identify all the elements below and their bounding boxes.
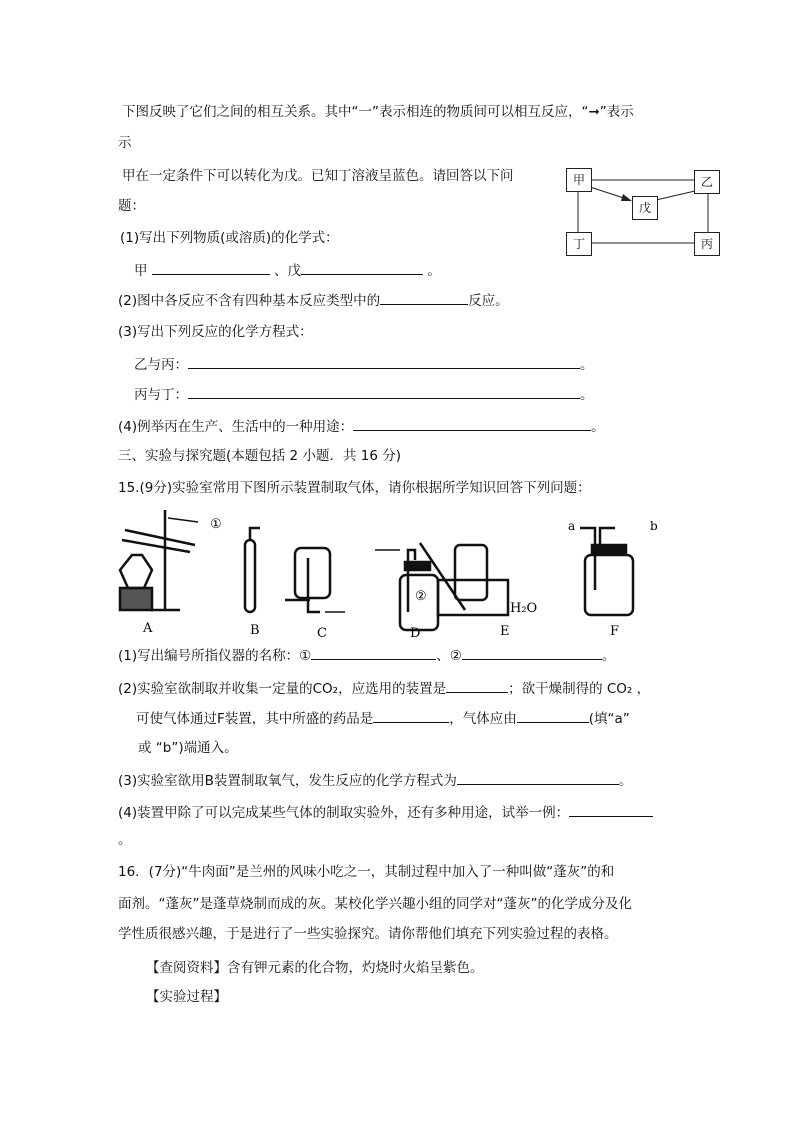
mark-1: ① [210,517,222,532]
q14-p4 [118,416,605,437]
label-D: D [410,626,421,641]
q16-reference: 【查阅资料】含有钾元素的化合物，灼烧时火焰呈紫色。 [146,960,484,976]
label-A: A [143,621,153,636]
intro-line1b: 示 [118,135,132,151]
label: 丙与丁： [134,387,188,403]
q15-p3 [118,770,632,791]
answer-blank-1[interactable] [311,645,436,660]
q14-p2 [118,290,509,311]
q16-line3: 学性质很感兴趣，于是进行了一些实验探究。请你帮他们填充下列实验过程的表格。 [118,926,618,942]
label: (2)实验室欲制取并收集一定量的CO₂，应选用的装置是 [118,681,447,697]
answer-blank-yi-bing[interactable] [188,354,580,369]
label: (3)实验室欲用B装置制取氧气，发生反应的化学方程式为 [118,773,457,789]
answer-blank-example[interactable] [569,802,653,817]
end-mark: 。 [618,773,633,789]
q15-p2 [118,678,650,699]
end-mark: 。 [591,419,605,435]
intro-line2b: 题： [118,198,145,214]
label: 可使气体通过F装置，其中所盛的药品是 [136,711,374,727]
intro-line1: 下图反映了它们之间的相互关系。其中“一”表示相连的物质间可以相互反应，“➞”表示 [122,104,634,120]
node-yi: 乙 [694,170,720,194]
answer-blank-jia[interactable] [152,260,270,275]
q16-line1: 16．(7分)“牛肉面”是兰州的风味小吃之一，其制过程中加入了一种叫做“蓬灰”的和 [118,864,615,880]
q16-line2: 面剂。“蓬灰”是蓬草烧制而成的灰。某校化学兴趣小组的同学对“蓬灰”的化学成分及化 [118,896,632,912]
end-mark: 。 [601,648,616,664]
node-bing: 丙 [694,232,720,256]
mark-2: ② [415,589,427,604]
q15-p1 [118,645,615,666]
node-jia: 甲 [566,168,592,192]
port-b: b [650,519,658,533]
h2o-label: H₂O [510,601,538,616]
q15-title: 15.(9分)实验室常用下图所示装置制取气体，请你根据所学知识回答下列问题： [118,480,591,496]
end-mark: 。 [427,263,441,279]
q14-p3b [134,384,594,405]
q16-process-heading: 【实验过程】 [146,989,227,1005]
q14-p3: (3)写出下列反应的化学方程式： [118,324,313,340]
q15-p2-end: 或 “b”)端通入。 [138,740,238,756]
end-mark: 。 [580,387,594,403]
node-ding: 丁 [566,232,592,256]
label-C: C [317,626,327,641]
answer-blank-reagent[interactable] [373,708,449,723]
answer-blank-port[interactable] [517,708,589,723]
label: ；欲干燥制得的 CO₂ ， [508,681,651,697]
q14-p1: (1)写出下列物质(或溶质)的化学式： [120,230,339,246]
answer-blank-equation[interactable] [457,770,619,785]
answer-blank-bing-ding[interactable] [188,384,580,399]
label: (4)例举丙在生产、生活中的一种用途： [118,419,354,435]
label: ，气体应由 [449,711,517,727]
answer-blank-device[interactable] [446,678,508,693]
label-F: F [610,624,620,639]
section-3-heading: 三、实验与探究题(本题包括 2 小题．共 16 分) [118,448,401,464]
answer-blank-reaction-type[interactable] [380,290,468,305]
q14-p2-end: 反应。 [468,293,509,309]
q14-p2-text: (2)图中各反应不含有四种基本反应类型中的 [118,293,381,309]
port-a: a [568,519,576,533]
q14-p1-answers [134,260,441,281]
label: (4)装置甲除了可以完成某些气体的制取实验外，还有多种用途，试举一例： [118,805,570,821]
node-wu: 戊 [632,196,658,220]
q15-p2-cont [136,708,630,729]
label: 乙与丙： [134,357,188,373]
q15-p4 [118,802,653,823]
label: (填“a” [588,711,630,727]
label-E: E [500,624,510,639]
q15-p4-end: 。 [118,832,132,848]
intro-line2: 甲在一定条件下可以转化为戊。已知丁溶液呈蓝色。请回答以下问 [122,168,514,184]
label: (1)写出编号所指仪器的名称：① [118,648,312,664]
label-jia: 甲 [134,263,148,279]
end-mark: 。 [580,357,594,373]
answer-blank-use[interactable] [353,416,591,431]
label-B: B [250,623,260,638]
label: 、② [436,648,462,664]
label-wu: 、戊 [274,263,302,279]
answer-blank-wu[interactable] [301,260,423,275]
apparatus-figure [110,500,690,645]
answer-blank-2[interactable] [462,645,602,660]
q14-p3a [134,354,594,375]
